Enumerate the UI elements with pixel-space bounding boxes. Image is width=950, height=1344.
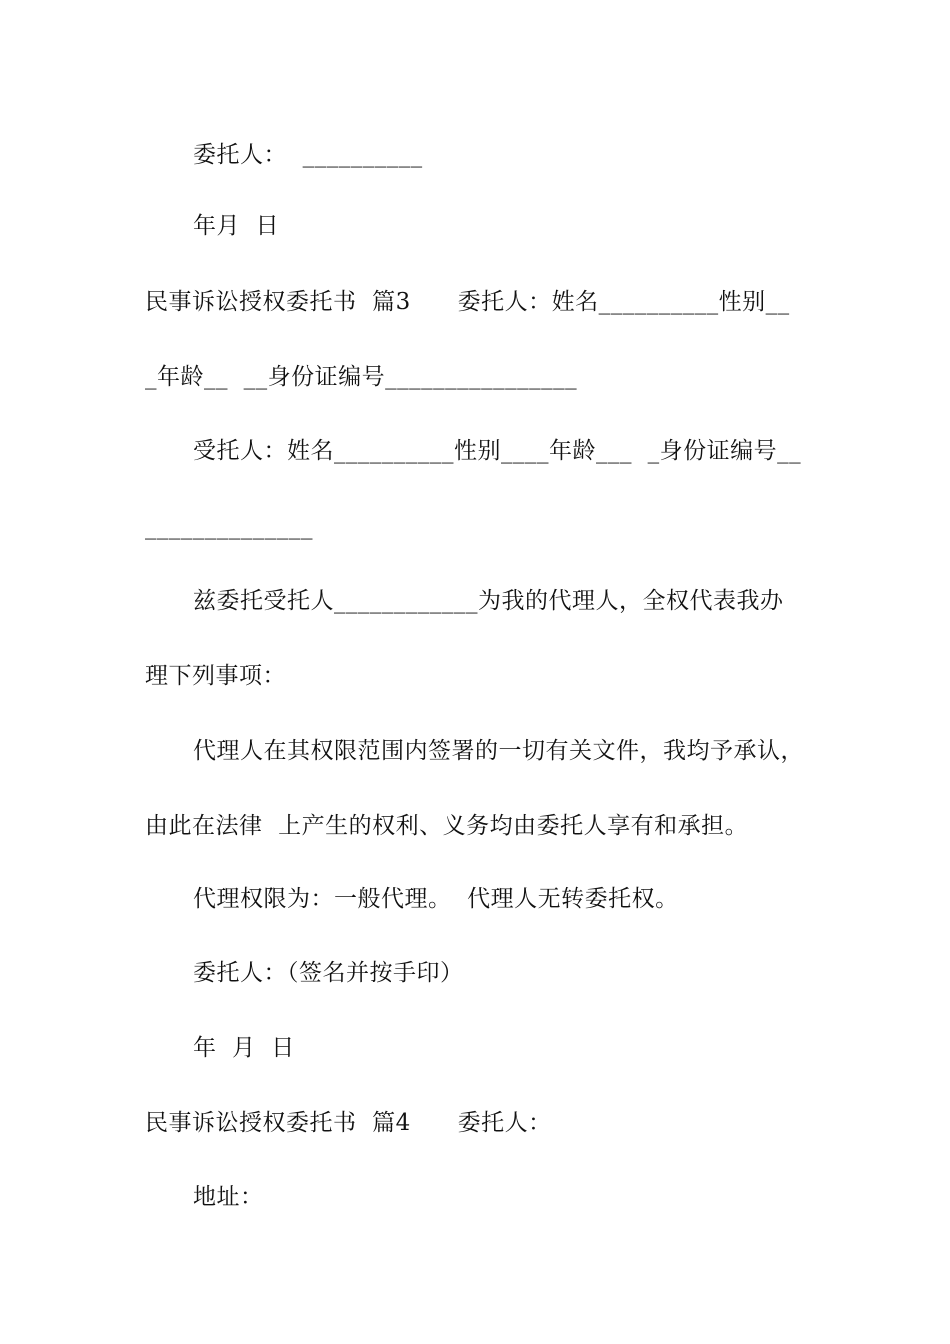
- recognition-paragraph: 代理人在其权限范围内签署的一切有关文件，我均予承认，: [193, 738, 804, 764]
- principal-sign-line: 委托人：（签名并按手印）: [193, 960, 464, 986]
- appointment-paragraph-cont: 理下列事项：: [145, 663, 286, 689]
- agent-id-line: ______________: [145, 514, 313, 540]
- principal-info-line: _年龄__ __身份证编号________________: [145, 364, 578, 390]
- date-line: 年月 日: [193, 213, 280, 239]
- principal-signature-line: 委托人： __________: [193, 142, 423, 168]
- section-4-heading: 民事诉讼授权委托书 篇4 委托人：: [145, 1110, 552, 1136]
- recognition-paragraph-cont: 由此在法律 上产生的权利、义务均由委托人享有和承担。: [145, 813, 749, 839]
- agent-info-line: 受托人：姓名__________性别____年龄___ _身份证编号__: [193, 438, 802, 464]
- date-line-2: 年 月 日: [193, 1035, 295, 1061]
- address-line: 地址：: [193, 1184, 264, 1210]
- authority-scope-line: 代理权限为：一般代理。 代理人无转委托权。: [193, 886, 679, 912]
- appointment-paragraph: 兹委托受托人____________为我的代理人，全权代表我办: [193, 588, 784, 614]
- section-3-heading: 民事诉讼授权委托书 篇3 委托人：姓名__________性别__: [145, 289, 790, 315]
